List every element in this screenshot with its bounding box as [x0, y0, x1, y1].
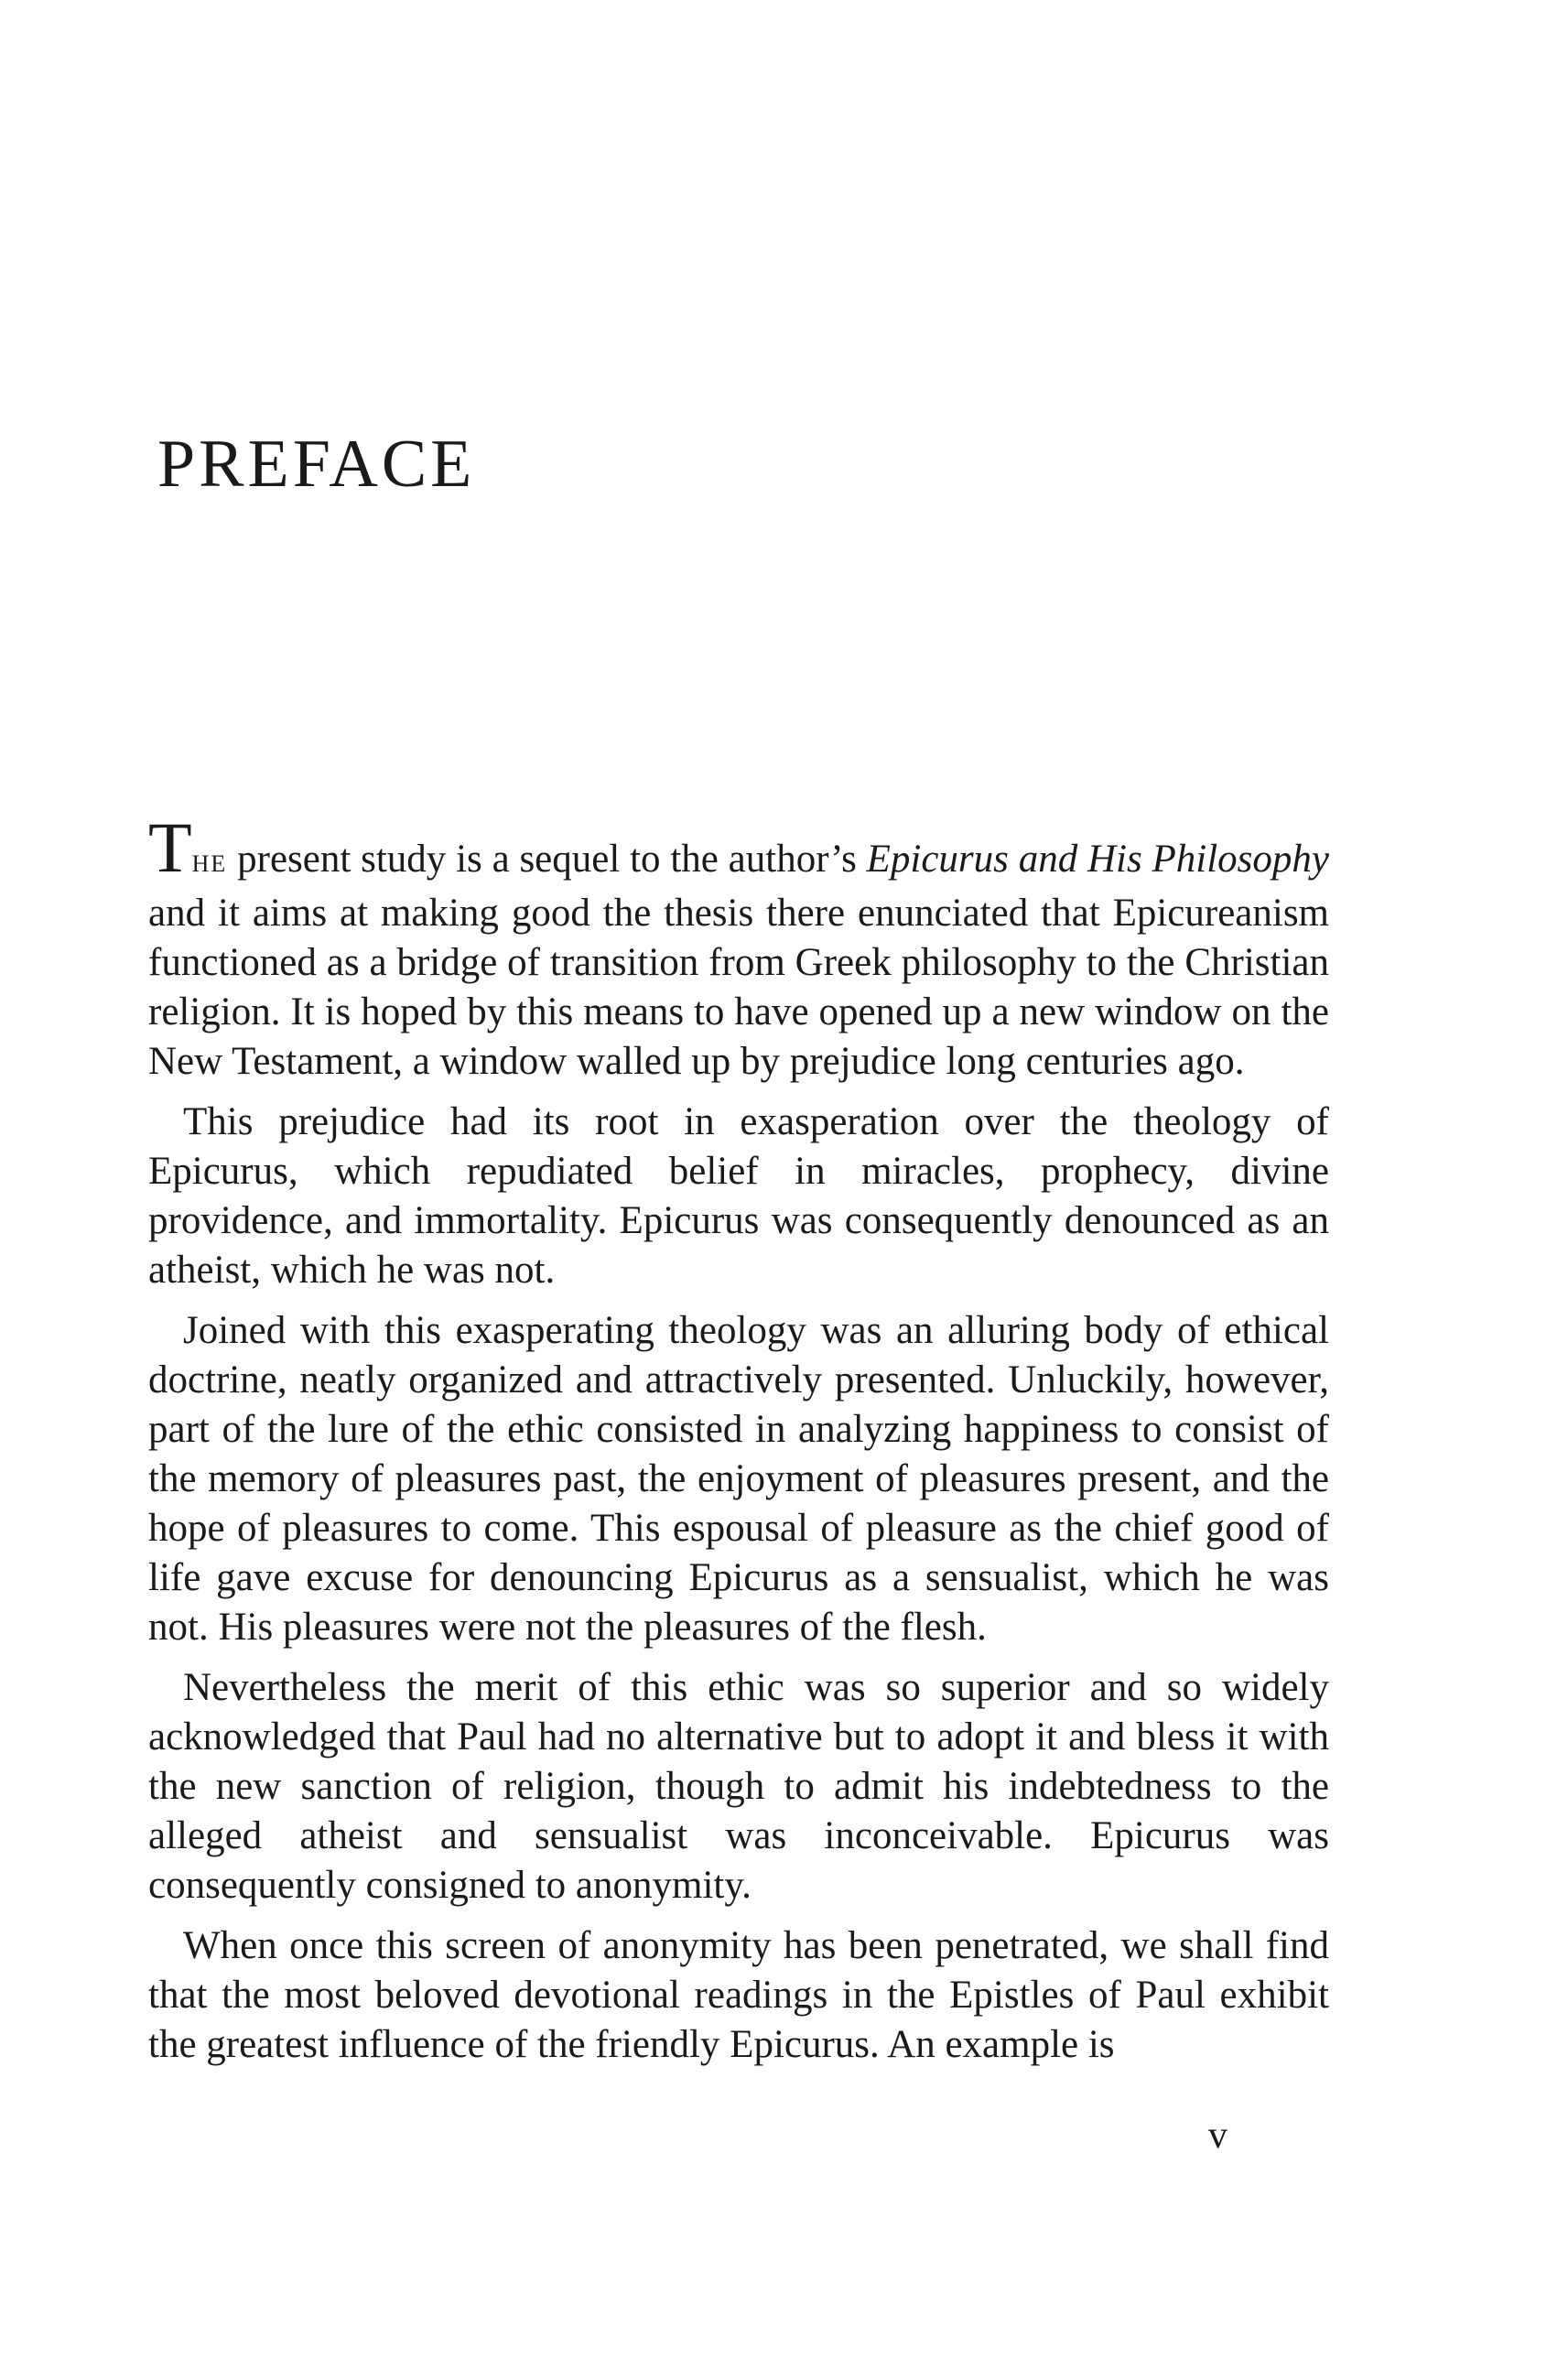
page-title: PREFACE: [157, 427, 476, 502]
preface-body: [148, 807, 1330, 2081]
paragraph-5: When once this screen of anonymity has been penetrated, we shall find that the most beloved devotional readings in the Epistles of Paul exhibit the greatest influence of the friendly Epicurus. An example is: [148, 1924, 1329, 2066]
paragraph-1-text-a: present study is a sequel to the author’s: [227, 838, 867, 881]
paragraph-2: This prejudice had its root in exasperation over the theology of Epicurus, which repudiated belief in miracles, prophecy, divine providence, and immortality. Epicurus was consequently denounced as an atheist, which he was not.: [148, 1100, 1329, 1292]
paragraph-3: Joined with this exasperating theology was an alluring body of ethical doctrine, neatly organized and attractively presented. Unluckily, however, part of the lure of the ethic consisted in analyzing happiness to consist of the memory of pleasures past, the enjoyment of pleasures present, and the hope of pleasures to come. This espousal of pleasure as the chief good of life gave excuse for denouncing Epicurus as a sensualist, which he was not. His pleasures were not the pleasures of the flesh.: [148, 1309, 1329, 1649]
drop-cap: T: [148, 807, 192, 887]
book-title: Epicurus and His Philosophy: [866, 838, 1330, 881]
paragraph-4: Nevertheless the merit of this ethic was so superior and so widely acknowledged that Paul had no alternative but to adopt it and bless it with the new sanction of religion, though to admit his indebtedness to the alleged atheist and sensualist was inconceivable. Epicurus was consequently consigned to anonymity.: [148, 1666, 1329, 1907]
small-caps-lead: HE: [191, 850, 228, 877]
paragraph-1-text-b: and it aims at making good the thesis there enunciated that Epicureanism functioned as a bridge of transition from Greek philosophy to the Christian religion. It is hoped by this means to have opened up a new window on the New Testament, a window walled up by prejudice long centuries ago.: [148, 892, 1329, 1083]
paragraph-1: [148, 807, 1330, 1087]
page-number: v: [1208, 2115, 1227, 2157]
